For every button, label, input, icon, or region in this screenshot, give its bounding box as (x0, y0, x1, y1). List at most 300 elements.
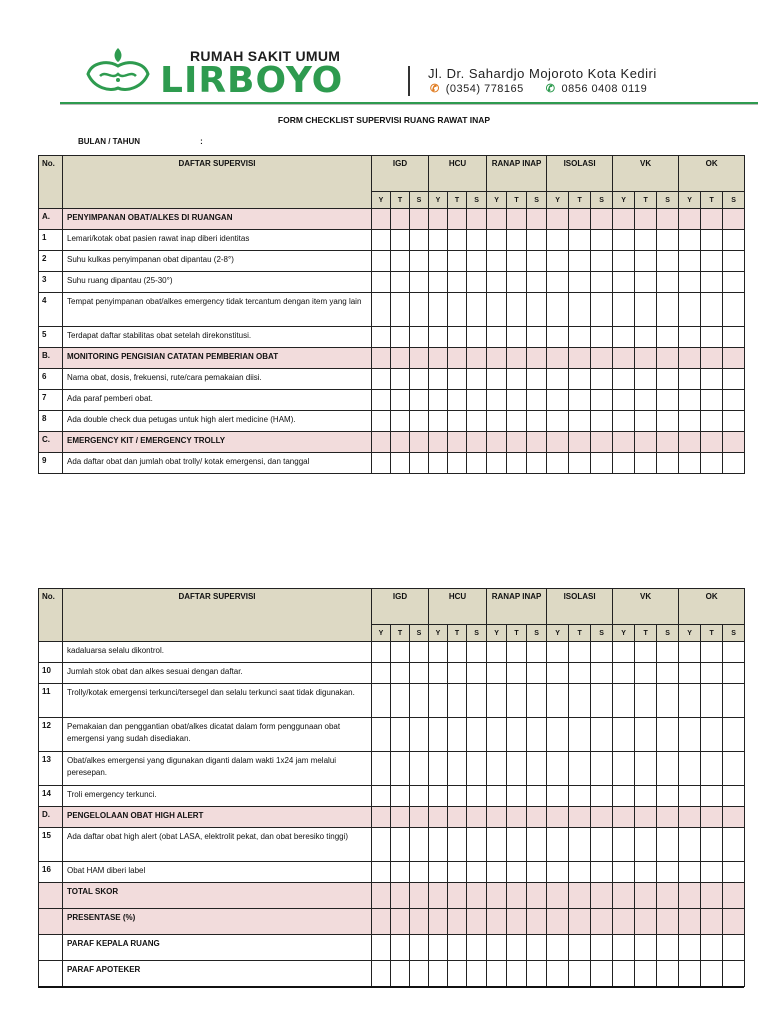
check-cell[interactable] (487, 883, 507, 909)
check-cell[interactable] (657, 786, 679, 807)
check-cell[interactable] (613, 961, 635, 987)
check-cell[interactable] (372, 251, 391, 272)
check-cell[interactable] (657, 718, 679, 752)
check-cell[interactable] (635, 209, 657, 230)
check-cell[interactable] (679, 935, 701, 961)
check-cell[interactable] (723, 230, 745, 251)
check-cell[interactable] (591, 663, 613, 684)
check-cell[interactable] (657, 251, 679, 272)
check-cell[interactable] (487, 961, 507, 987)
check-cell[interactable] (701, 684, 723, 718)
check-cell[interactable] (467, 209, 487, 230)
check-cell[interactable] (507, 752, 527, 786)
check-cell[interactable] (591, 411, 613, 432)
check-cell[interactable] (467, 251, 487, 272)
check-cell[interactable] (467, 272, 487, 293)
check-cell[interactable] (569, 961, 591, 987)
check-cell[interactable] (448, 807, 467, 828)
check-cell[interactable] (467, 390, 487, 411)
check-cell[interactable] (591, 786, 613, 807)
check-cell[interactable] (448, 935, 467, 961)
check-cell[interactable] (410, 453, 429, 474)
check-cell[interactable] (613, 293, 635, 327)
check-cell[interactable] (487, 807, 507, 828)
check-cell[interactable] (723, 786, 745, 807)
check-cell[interactable] (507, 883, 527, 909)
check-cell[interactable] (569, 862, 591, 883)
check-cell[interactable] (391, 230, 410, 251)
check-cell[interactable] (429, 684, 448, 718)
check-cell[interactable] (701, 807, 723, 828)
check-cell[interactable] (391, 862, 410, 883)
check-cell[interactable] (613, 390, 635, 411)
check-cell[interactable] (507, 293, 527, 327)
check-cell[interactable] (657, 230, 679, 251)
check-cell[interactable] (657, 663, 679, 684)
check-cell[interactable] (410, 961, 429, 987)
check-cell[interactable] (701, 883, 723, 909)
check-cell[interactable] (569, 935, 591, 961)
check-cell[interactable] (410, 327, 429, 348)
check-cell[interactable] (657, 369, 679, 390)
check-cell[interactable] (467, 935, 487, 961)
check-cell[interactable] (448, 369, 467, 390)
check-cell[interactable] (448, 786, 467, 807)
check-cell[interactable] (391, 369, 410, 390)
check-cell[interactable] (679, 230, 701, 251)
check-cell[interactable] (635, 432, 657, 453)
check-cell[interactable] (372, 642, 391, 663)
check-cell[interactable] (635, 390, 657, 411)
check-cell[interactable] (547, 642, 569, 663)
check-cell[interactable] (448, 327, 467, 348)
check-cell[interactable] (429, 828, 448, 862)
check-cell[interactable] (569, 390, 591, 411)
check-cell[interactable] (467, 369, 487, 390)
check-cell[interactable] (657, 752, 679, 786)
check-cell[interactable] (701, 828, 723, 862)
check-cell[interactable] (701, 251, 723, 272)
check-cell[interactable] (527, 348, 547, 369)
check-cell[interactable] (507, 230, 527, 251)
check-cell[interactable] (507, 642, 527, 663)
check-cell[interactable] (487, 209, 507, 230)
check-cell[interactable] (723, 807, 745, 828)
check-cell[interactable] (679, 369, 701, 390)
check-cell[interactable] (723, 752, 745, 786)
check-cell[interactable] (591, 828, 613, 862)
check-cell[interactable] (527, 230, 547, 251)
check-cell[interactable] (448, 862, 467, 883)
check-cell[interactable] (448, 883, 467, 909)
check-cell[interactable] (410, 862, 429, 883)
check-cell[interactable] (679, 718, 701, 752)
check-cell[interactable] (507, 935, 527, 961)
check-cell[interactable] (613, 935, 635, 961)
check-cell[interactable] (547, 935, 569, 961)
check-cell[interactable] (657, 327, 679, 348)
check-cell[interactable] (410, 935, 429, 961)
check-cell[interactable] (410, 411, 429, 432)
check-cell[interactable] (467, 642, 487, 663)
check-cell[interactable] (701, 209, 723, 230)
check-cell[interactable] (547, 369, 569, 390)
check-cell[interactable] (613, 209, 635, 230)
check-cell[interactable] (547, 453, 569, 474)
check-cell[interactable] (507, 327, 527, 348)
check-cell[interactable] (657, 828, 679, 862)
check-cell[interactable] (635, 453, 657, 474)
check-cell[interactable] (547, 862, 569, 883)
check-cell[interactable] (613, 327, 635, 348)
check-cell[interactable] (429, 293, 448, 327)
check-cell[interactable] (657, 909, 679, 935)
check-cell[interactable] (372, 327, 391, 348)
check-cell[interactable] (507, 961, 527, 987)
check-cell[interactable] (448, 432, 467, 453)
check-cell[interactable] (372, 432, 391, 453)
check-cell[interactable] (701, 909, 723, 935)
check-cell[interactable] (467, 883, 487, 909)
check-cell[interactable] (635, 348, 657, 369)
check-cell[interactable] (569, 209, 591, 230)
check-cell[interactable] (391, 807, 410, 828)
check-cell[interactable] (613, 786, 635, 807)
check-cell[interactable] (547, 432, 569, 453)
check-cell[interactable] (701, 786, 723, 807)
check-cell[interactable] (410, 272, 429, 293)
check-cell[interactable] (569, 411, 591, 432)
check-cell[interactable] (391, 348, 410, 369)
check-cell[interactable] (635, 807, 657, 828)
check-cell[interactable] (547, 390, 569, 411)
check-cell[interactable] (635, 663, 657, 684)
check-cell[interactable] (372, 663, 391, 684)
check-cell[interactable] (527, 752, 547, 786)
check-cell[interactable] (507, 348, 527, 369)
check-cell[interactable] (613, 909, 635, 935)
check-cell[interactable] (701, 718, 723, 752)
check-cell[interactable] (569, 883, 591, 909)
check-cell[interactable] (527, 883, 547, 909)
check-cell[interactable] (591, 453, 613, 474)
check-cell[interactable] (391, 293, 410, 327)
check-cell[interactable] (410, 663, 429, 684)
check-cell[interactable] (701, 961, 723, 987)
check-cell[interactable] (635, 251, 657, 272)
check-cell[interactable] (507, 862, 527, 883)
check-cell[interactable] (635, 369, 657, 390)
check-cell[interactable] (467, 786, 487, 807)
check-cell[interactable] (547, 251, 569, 272)
check-cell[interactable] (701, 453, 723, 474)
check-cell[interactable] (591, 348, 613, 369)
check-cell[interactable] (527, 786, 547, 807)
check-cell[interactable] (429, 862, 448, 883)
check-cell[interactable] (391, 411, 410, 432)
check-cell[interactable] (429, 786, 448, 807)
check-cell[interactable] (410, 752, 429, 786)
check-cell[interactable] (591, 862, 613, 883)
check-cell[interactable] (527, 453, 547, 474)
check-cell[interactable] (487, 786, 507, 807)
check-cell[interactable] (613, 272, 635, 293)
check-cell[interactable] (723, 883, 745, 909)
check-cell[interactable] (635, 786, 657, 807)
check-cell[interactable] (613, 348, 635, 369)
check-cell[interactable] (635, 230, 657, 251)
check-cell[interactable] (507, 718, 527, 752)
check-cell[interactable] (635, 327, 657, 348)
check-cell[interactable] (467, 961, 487, 987)
check-cell[interactable] (723, 453, 745, 474)
check-cell[interactable] (657, 684, 679, 718)
check-cell[interactable] (391, 209, 410, 230)
check-cell[interactable] (487, 828, 507, 862)
check-cell[interactable] (723, 909, 745, 935)
check-cell[interactable] (467, 684, 487, 718)
check-cell[interactable] (507, 786, 527, 807)
check-cell[interactable] (487, 718, 507, 752)
check-cell[interactable] (723, 327, 745, 348)
check-cell[interactable] (448, 390, 467, 411)
check-cell[interactable] (569, 432, 591, 453)
check-cell[interactable] (723, 272, 745, 293)
check-cell[interactable] (372, 209, 391, 230)
check-cell[interactable] (429, 272, 448, 293)
check-cell[interactable] (569, 718, 591, 752)
check-cell[interactable] (679, 862, 701, 883)
check-cell[interactable] (410, 348, 429, 369)
check-cell[interactable] (527, 432, 547, 453)
check-cell[interactable] (467, 411, 487, 432)
check-cell[interactable] (391, 828, 410, 862)
check-cell[interactable] (679, 432, 701, 453)
check-cell[interactable] (448, 828, 467, 862)
check-cell[interactable] (487, 935, 507, 961)
check-cell[interactable] (591, 961, 613, 987)
check-cell[interactable] (372, 453, 391, 474)
check-cell[interactable] (527, 642, 547, 663)
check-cell[interactable] (547, 961, 569, 987)
check-cell[interactable] (657, 272, 679, 293)
check-cell[interactable] (701, 369, 723, 390)
check-cell[interactable] (429, 390, 448, 411)
check-cell[interactable] (679, 272, 701, 293)
check-cell[interactable] (547, 828, 569, 862)
check-cell[interactable] (467, 327, 487, 348)
check-cell[interactable] (410, 786, 429, 807)
check-cell[interactable] (507, 411, 527, 432)
check-cell[interactable] (679, 293, 701, 327)
check-cell[interactable] (657, 961, 679, 987)
check-cell[interactable] (569, 251, 591, 272)
check-cell[interactable] (635, 718, 657, 752)
check-cell[interactable] (429, 369, 448, 390)
check-cell[interactable] (391, 390, 410, 411)
check-cell[interactable] (391, 663, 410, 684)
check-cell[interactable] (723, 862, 745, 883)
check-cell[interactable] (410, 883, 429, 909)
check-cell[interactable] (635, 684, 657, 718)
check-cell[interactable] (679, 663, 701, 684)
check-cell[interactable] (591, 327, 613, 348)
check-cell[interactable] (613, 684, 635, 718)
check-cell[interactable] (391, 909, 410, 935)
check-cell[interactable] (547, 230, 569, 251)
check-cell[interactable] (569, 369, 591, 390)
check-cell[interactable] (569, 909, 591, 935)
check-cell[interactable] (723, 251, 745, 272)
check-cell[interactable] (613, 752, 635, 786)
check-cell[interactable] (591, 684, 613, 718)
check-cell[interactable] (527, 369, 547, 390)
check-cell[interactable] (591, 909, 613, 935)
check-cell[interactable] (701, 293, 723, 327)
check-cell[interactable] (448, 209, 467, 230)
check-cell[interactable] (467, 453, 487, 474)
check-cell[interactable] (635, 909, 657, 935)
check-cell[interactable] (448, 251, 467, 272)
check-cell[interactable] (723, 209, 745, 230)
check-cell[interactable] (507, 828, 527, 862)
check-cell[interactable] (723, 718, 745, 752)
check-cell[interactable] (569, 293, 591, 327)
check-cell[interactable] (467, 432, 487, 453)
check-cell[interactable] (410, 718, 429, 752)
check-cell[interactable] (467, 828, 487, 862)
check-cell[interactable] (679, 807, 701, 828)
check-cell[interactable] (723, 663, 745, 684)
check-cell[interactable] (391, 432, 410, 453)
check-cell[interactable] (448, 230, 467, 251)
check-cell[interactable] (391, 684, 410, 718)
check-cell[interactable] (487, 251, 507, 272)
check-cell[interactable] (527, 663, 547, 684)
check-cell[interactable] (547, 807, 569, 828)
check-cell[interactable] (527, 390, 547, 411)
check-cell[interactable] (429, 251, 448, 272)
check-cell[interactable] (507, 251, 527, 272)
check-cell[interactable] (613, 369, 635, 390)
check-cell[interactable] (391, 251, 410, 272)
check-cell[interactable] (391, 718, 410, 752)
check-cell[interactable] (410, 230, 429, 251)
check-cell[interactable] (467, 293, 487, 327)
check-cell[interactable] (527, 684, 547, 718)
check-cell[interactable] (569, 230, 591, 251)
check-cell[interactable] (547, 411, 569, 432)
check-cell[interactable] (410, 807, 429, 828)
check-cell[interactable] (487, 453, 507, 474)
check-cell[interactable] (723, 961, 745, 987)
check-cell[interactable] (723, 369, 745, 390)
check-cell[interactable] (723, 390, 745, 411)
check-cell[interactable] (527, 807, 547, 828)
check-cell[interactable] (547, 272, 569, 293)
check-cell[interactable] (723, 642, 745, 663)
check-cell[interactable] (429, 348, 448, 369)
check-cell[interactable] (701, 663, 723, 684)
check-cell[interactable] (487, 272, 507, 293)
check-cell[interactable] (372, 786, 391, 807)
check-cell[interactable] (613, 807, 635, 828)
check-cell[interactable] (635, 828, 657, 862)
check-cell[interactable] (448, 642, 467, 663)
check-cell[interactable] (429, 752, 448, 786)
check-cell[interactable] (679, 752, 701, 786)
check-cell[interactable] (429, 718, 448, 752)
check-cell[interactable] (569, 807, 591, 828)
check-cell[interactable] (569, 272, 591, 293)
check-cell[interactable] (679, 209, 701, 230)
check-cell[interactable] (429, 230, 448, 251)
check-cell[interactable] (391, 752, 410, 786)
check-cell[interactable] (448, 453, 467, 474)
check-cell[interactable] (547, 786, 569, 807)
check-cell[interactable] (448, 411, 467, 432)
check-cell[interactable] (547, 293, 569, 327)
check-cell[interactable] (613, 862, 635, 883)
check-cell[interactable] (410, 293, 429, 327)
check-cell[interactable] (527, 272, 547, 293)
check-cell[interactable] (701, 432, 723, 453)
check-cell[interactable] (391, 883, 410, 909)
check-cell[interactable] (467, 348, 487, 369)
check-cell[interactable] (372, 411, 391, 432)
check-cell[interactable] (507, 909, 527, 935)
check-cell[interactable] (613, 828, 635, 862)
check-cell[interactable] (448, 293, 467, 327)
check-cell[interactable] (487, 663, 507, 684)
check-cell[interactable] (679, 909, 701, 935)
check-cell[interactable] (657, 807, 679, 828)
check-cell[interactable] (372, 272, 391, 293)
check-cell[interactable] (487, 348, 507, 369)
check-cell[interactable] (613, 411, 635, 432)
check-cell[interactable] (429, 909, 448, 935)
check-cell[interactable] (372, 935, 391, 961)
check-cell[interactable] (410, 432, 429, 453)
check-cell[interactable] (723, 348, 745, 369)
check-cell[interactable] (657, 642, 679, 663)
check-cell[interactable] (429, 327, 448, 348)
check-cell[interactable] (591, 718, 613, 752)
check-cell[interactable] (448, 961, 467, 987)
check-cell[interactable] (429, 432, 448, 453)
check-cell[interactable] (613, 718, 635, 752)
check-cell[interactable] (591, 390, 613, 411)
check-cell[interactable] (547, 752, 569, 786)
check-cell[interactable] (372, 807, 391, 828)
check-cell[interactable] (448, 718, 467, 752)
check-cell[interactable] (372, 718, 391, 752)
check-cell[interactable] (429, 961, 448, 987)
check-cell[interactable] (701, 390, 723, 411)
check-cell[interactable] (391, 453, 410, 474)
check-cell[interactable] (429, 642, 448, 663)
check-cell[interactable] (487, 327, 507, 348)
check-cell[interactable] (569, 642, 591, 663)
check-cell[interactable] (429, 453, 448, 474)
check-cell[interactable] (448, 909, 467, 935)
check-cell[interactable] (429, 935, 448, 961)
check-cell[interactable] (547, 909, 569, 935)
check-cell[interactable] (701, 230, 723, 251)
check-cell[interactable] (657, 453, 679, 474)
check-cell[interactable] (613, 453, 635, 474)
check-cell[interactable] (372, 230, 391, 251)
